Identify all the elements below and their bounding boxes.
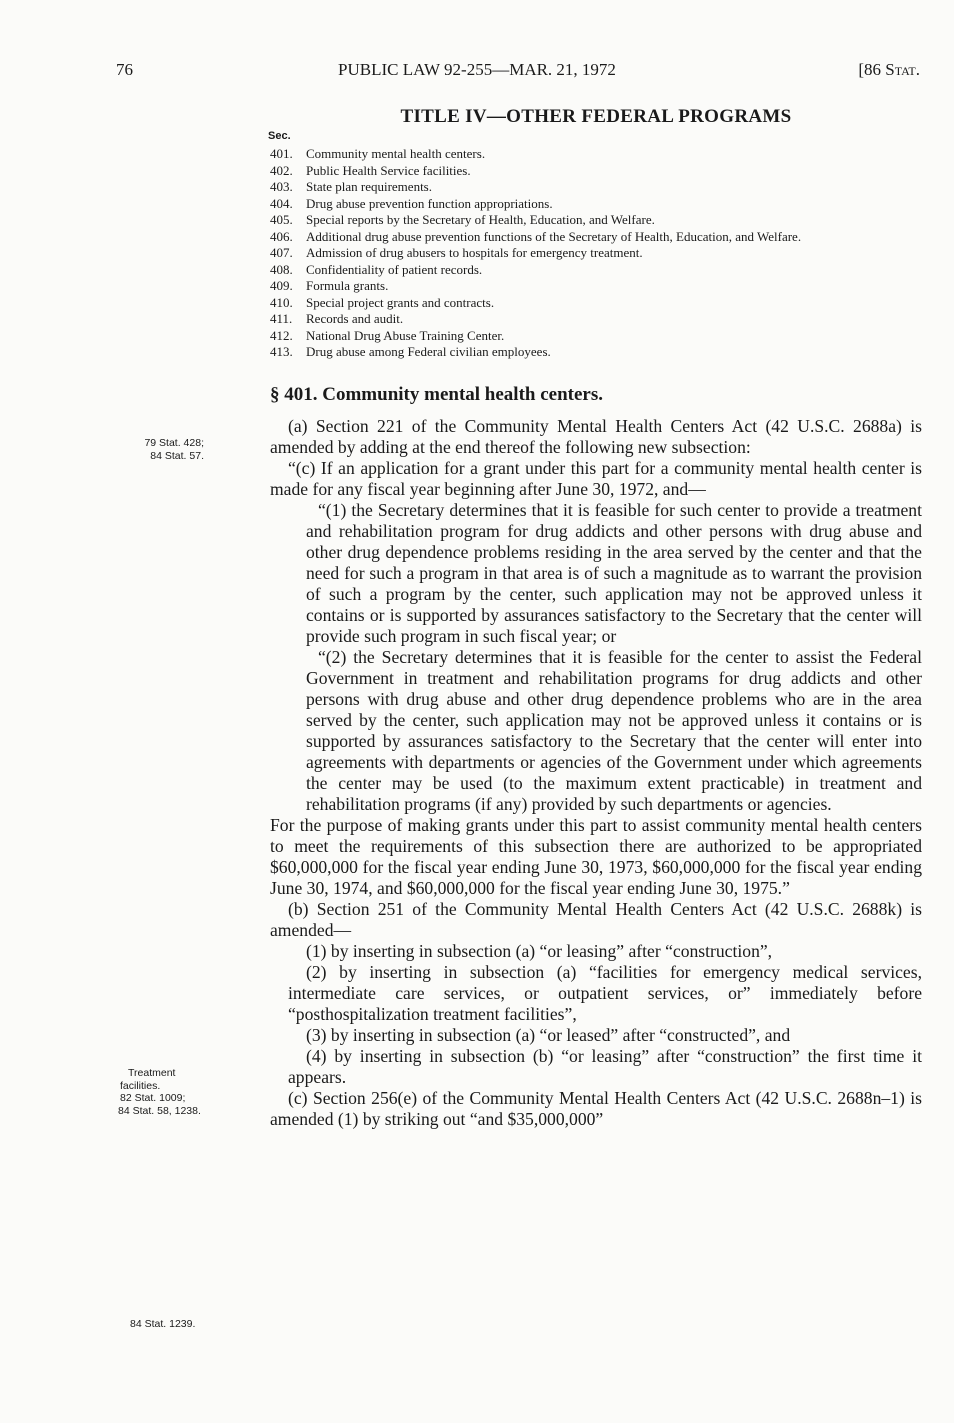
toc-text: Public Health Service facilities. [306, 162, 471, 178]
toc-item [270, 245, 922, 262]
toc-number: 407. [270, 245, 293, 260]
toc-text: State plan requirements. [306, 179, 432, 194]
toc-number: 403. [270, 179, 293, 194]
paragraph-c: (c) Section 256(e) of the Community Mental Health Centers Act (42 U.S.C. 2688n–1) is amended (1) by striking out “and $35,000,000” [270, 1088, 922, 1129]
margin-line: 84 Stat. 57. [150, 449, 204, 462]
toc-text: Formula grants. [306, 278, 389, 293]
toc-item [270, 179, 922, 196]
toc-text: Admission of drug abusers to hospitals for emergency treatment. [306, 245, 643, 260]
title-heading: TITLE IV—OTHER FEDERAL PROGRAMS [400, 106, 792, 127]
toc-item [270, 212, 922, 229]
toc-item [270, 278, 922, 295]
amendment-1: (1) by inserting in subsection (a) “or leasing” after “construction”, [306, 941, 773, 961]
appropriation-paragraph: For the purpose of making grants under this part to assist community mental health centers to meet the requirements of this subsection there are authorized to be appropriated $60,000,000 for the fiscal year ending June 30, 1973, $60,000,000 for the fiscal year ending June 30, 1974, and $60,000,000 for the fiscal year ending June 30, 1975.” [270, 815, 922, 898]
paragraph-b: (b) Section 251 of the Community Mental Health Centers Act (42 U.S.C. 2688k) is amended— [270, 899, 922, 940]
toc-number: 410. [270, 294, 293, 310]
amendment-3: (3) by inserting in subsection (a) “or leased” after “constructed”, and [306, 1025, 791, 1045]
section-body [270, 416, 922, 1130]
toc-number: 404. [270, 195, 293, 211]
clause-2: “(2) the Secretary determines that it is feasible for the center to assist the Federal Government in treatment and rehabilitation programs for drug addicts and other persons with drug abuse and other drug dependence problems who are in the area served by the center, such application may not be approved unless it contains or is supported by assurances satisfactory to the Secretary that the center will enter into agreements with departments or agencies of the Government under which agreements the center may be used (to the maximum extent practicable) in treatment and rehabilitation programs (if any) provided by such departments or agencies. [306, 647, 922, 814]
margin-line: 82 Stat. 1009; [120, 1092, 186, 1104]
toc-item [270, 328, 922, 345]
toc-number: 412. [270, 327, 293, 343]
toc-number: 409. [270, 278, 293, 293]
amendment-2: (2) by inserting in subsection (a) “facilities for emergency medical services, intermediate care services, or outpatient services, or” immediately before “posthospitalization treatment facilities”, [288, 962, 922, 1024]
toc-text: National Drug Abuse Training Center. [306, 327, 505, 343]
toc-item [270, 229, 922, 246]
margin-line: Treatment [128, 1067, 176, 1079]
margin-line: 84 Stat. 58, 1238. [118, 1104, 201, 1117]
toc-number: 402. [270, 162, 293, 178]
toc-item [270, 311, 922, 328]
margin-note-treatment-facilities [104, 1067, 234, 1117]
toc-text: Drug abuse prevention function appropriations. [306, 195, 553, 211]
toc-text: Special project grants and contracts. [306, 294, 495, 310]
statute-reference: [86 Stat. [858, 60, 920, 79]
toc-number: 401. [270, 146, 293, 161]
page-number: 76 [116, 60, 133, 79]
toc-number: 413. [270, 344, 293, 359]
toc-item [270, 196, 922, 213]
quoted-subsection-c: “(c) If an application for a grant under this part for a community mental health center is made for any fiscal year beginning after June 30, 1972, and— [270, 458, 922, 499]
toc-number: 406. [270, 228, 293, 244]
toc-number: 411. [270, 311, 293, 326]
toc-text: Community mental health centers. [306, 146, 486, 161]
toc-text: Confidentiality of patient records. [306, 261, 483, 277]
toc-item [270, 163, 922, 180]
toc-text: Records and audit. [306, 311, 404, 326]
toc-item [270, 146, 922, 163]
toc-text: Drug abuse among Federal civilian employees. [306, 344, 551, 359]
section-heading: § 401. Community mental health centers. [270, 384, 603, 405]
margin-line: 79 Stat. 428; [144, 437, 204, 449]
page-header [0, 60, 954, 86]
toc-number: 408. [270, 261, 293, 277]
toc-text: Special reports by the Secretary of Health, Education, and Welfare. [306, 212, 655, 227]
paragraph-a: (a) Section 221 of the Community Mental Health Centers Act (42 U.S.C. 2688a) is amended by adding at the end thereof the following new subsection: [270, 416, 922, 457]
toc-item [270, 262, 922, 279]
toc-number: 405. [270, 212, 293, 227]
margin-line: facilities. [120, 1079, 161, 1092]
toc-item [270, 295, 922, 312]
margin-note-stat-1239: 84 Stat. 1239. [130, 1318, 196, 1330]
sec-label: Sec. [268, 130, 291, 142]
amendment-4: (4) by inserting in subsection (b) “or leasing” after “construction” the first time it appears. [288, 1046, 922, 1087]
table-of-contents [270, 146, 922, 361]
clause-1: “(1) the Secretary determines that it is feasible for such center to provide a treatment and rehabilitation program for drug addicts and other persons with drug abuse and other drug dependence problems residing in the area served by the center and that the need for such a program in that area is of such a magnitude as to warrant the provision of such a program by the center, such application may not be approved unless it contains or is supported by assurances satisfactory to the Secretary that the center will provide such program in such fiscal year; or [306, 500, 922, 646]
running-head: PUBLIC LAW 92-255—MAR. 21, 1972 [338, 60, 616, 79]
margin-note-stat-428 [112, 437, 204, 462]
toc-item [270, 344, 922, 361]
toc-text: Additional drug abuse prevention functions of the Secretary of Health, Education, and Welfare. [306, 228, 802, 244]
